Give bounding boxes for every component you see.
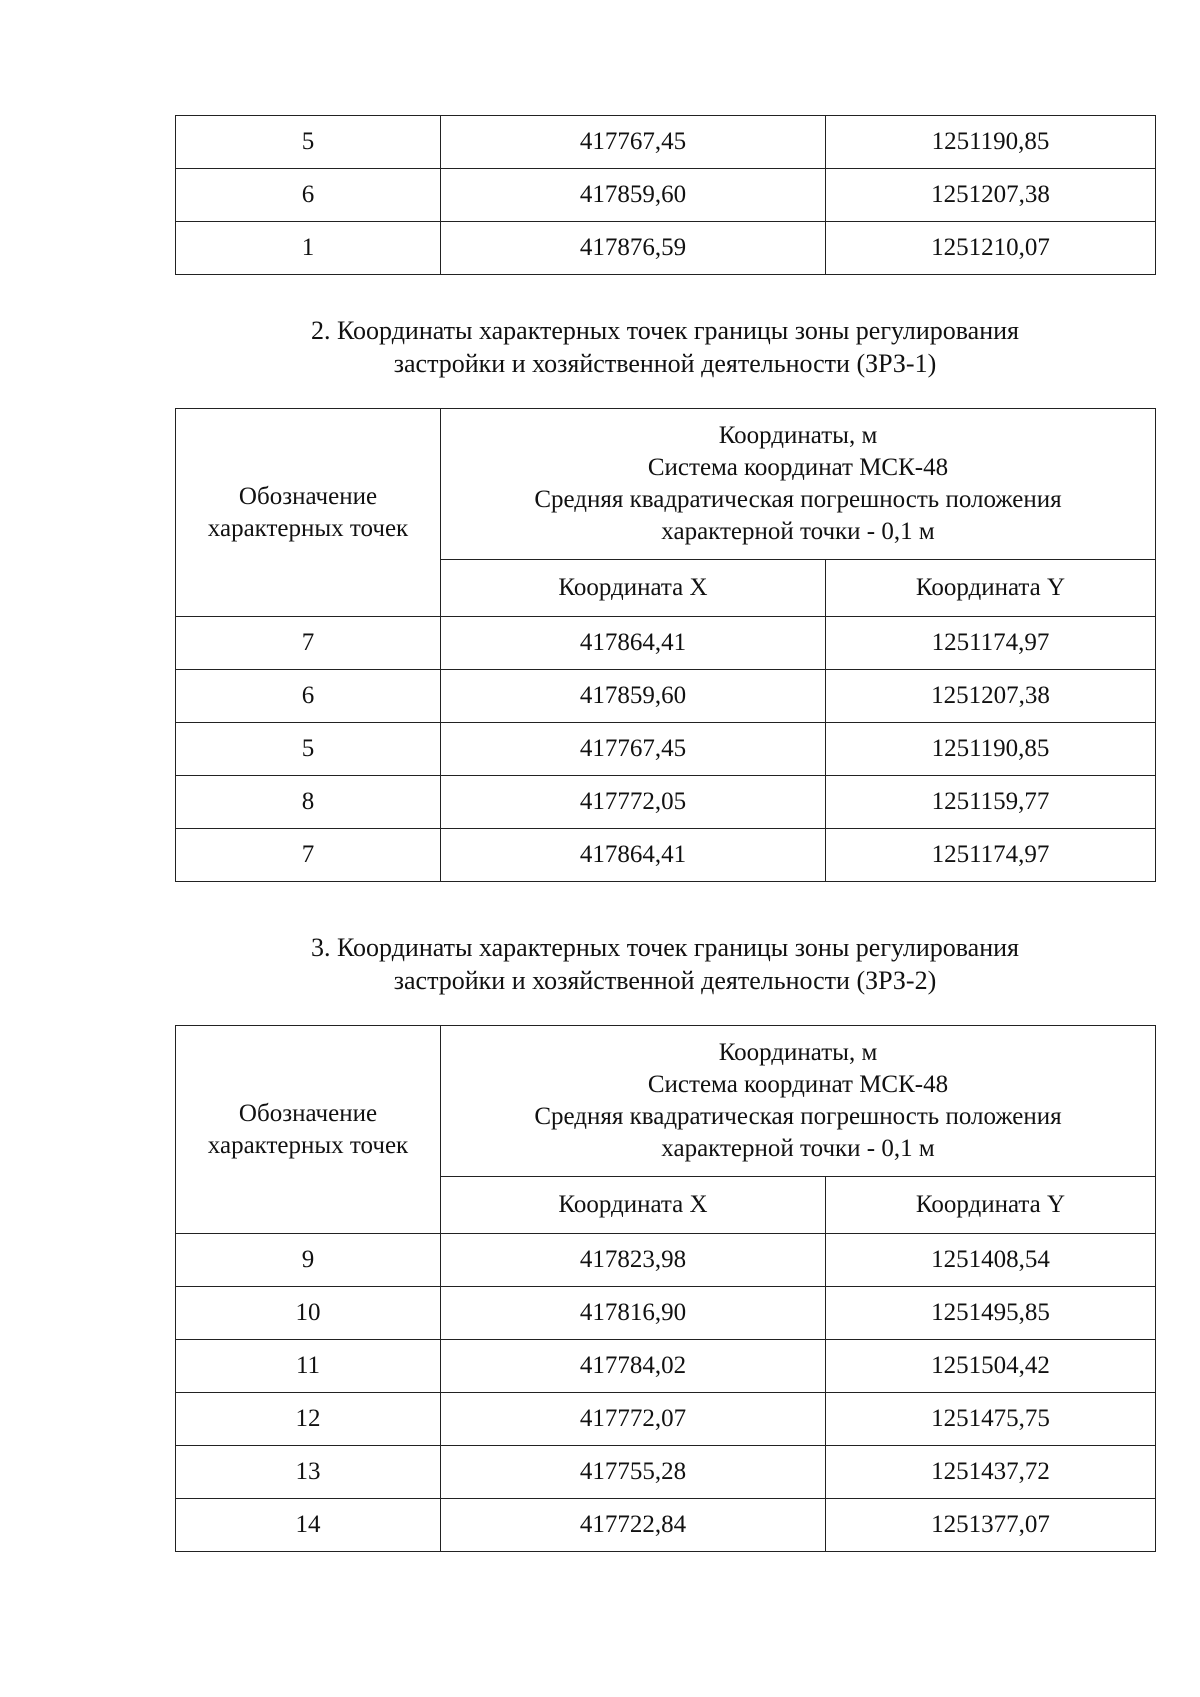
coordinate-y-cell: 1251174,97 bbox=[826, 617, 1156, 670]
table3-body bbox=[176, 1234, 1156, 1552]
point-cell: 6 bbox=[176, 670, 441, 723]
header-coordinates-line: характерной точки - 0,1 м bbox=[661, 518, 935, 545]
coordinate-x-cell: 417772,07 bbox=[441, 1393, 826, 1446]
section-2-title-line2: застройки и хозяйственной деятельности (ЗРЗ-1) bbox=[393, 349, 937, 378]
coordinate-y-cell: 1251174,97 bbox=[826, 829, 1156, 882]
section-2-title bbox=[175, 314, 1155, 380]
point-cell: 5 bbox=[176, 116, 441, 169]
point-cell: 12 bbox=[176, 1393, 441, 1446]
coordinate-y-cell: 1251159,77 bbox=[826, 776, 1156, 829]
header-coordinates-line: Координаты, м bbox=[718, 1039, 878, 1066]
point-cell: 7 bbox=[176, 829, 441, 882]
header-coordinates bbox=[441, 409, 1156, 560]
point-cell: 7 bbox=[176, 617, 441, 670]
table-row bbox=[176, 776, 1156, 829]
header-coordinates bbox=[441, 1026, 1156, 1177]
header-coordinates-line: Система координат МСК-48 bbox=[647, 454, 949, 481]
coordinate-y-cell: 1251475,75 bbox=[826, 1393, 1156, 1446]
header-coordinates-line: Координаты, м bbox=[718, 422, 878, 449]
coordinates-table-zrz1 bbox=[175, 408, 1156, 882]
coordinate-x-cell: 417722,84 bbox=[441, 1499, 826, 1552]
table2-body bbox=[176, 617, 1156, 882]
table-row bbox=[176, 829, 1156, 882]
coordinate-y-cell: 1251504,42 bbox=[826, 1340, 1156, 1393]
section-3-title-line2: застройки и хозяйственной деятельности (ЗРЗ-2) bbox=[393, 966, 937, 995]
point-cell: 10 bbox=[176, 1287, 441, 1340]
header-coordinate-x: Координата X bbox=[441, 1177, 826, 1234]
header-point-designation: Обозначение характерных точек bbox=[176, 409, 441, 617]
table-row bbox=[176, 670, 1156, 723]
header-coordinates-line: характерной точки - 0,1 м bbox=[661, 1135, 935, 1162]
coordinate-y-cell: 1251495,85 bbox=[826, 1287, 1156, 1340]
table-row bbox=[176, 1499, 1156, 1552]
coordinate-y-cell: 1251377,07 bbox=[826, 1499, 1156, 1552]
section-2-title-line1: 2. Координаты характерных точек границы зоны регулирования bbox=[311, 316, 1019, 345]
point-cell: 13 bbox=[176, 1446, 441, 1499]
coordinate-x-cell: 417767,45 bbox=[441, 116, 826, 169]
coordinates-table-continued bbox=[175, 115, 1156, 275]
table-row bbox=[176, 1340, 1156, 1393]
table1-body bbox=[176, 116, 1156, 275]
coordinate-x-cell: 417859,60 bbox=[441, 670, 826, 723]
header-coordinates-line: Система координат МСК-48 bbox=[647, 1071, 949, 1098]
coordinate-x-cell: 417823,98 bbox=[441, 1234, 826, 1287]
header-coordinate-x: Координата X bbox=[441, 560, 826, 617]
table-row bbox=[176, 169, 1156, 222]
coordinate-x-cell: 417864,41 bbox=[441, 617, 826, 670]
coordinate-x-cell: 417816,90 bbox=[441, 1287, 826, 1340]
table-row bbox=[176, 1393, 1156, 1446]
table-row bbox=[176, 222, 1156, 275]
point-cell: 11 bbox=[176, 1340, 441, 1393]
coordinate-y-cell: 1251190,85 bbox=[826, 723, 1156, 776]
coordinate-y-cell: 1251207,38 bbox=[826, 670, 1156, 723]
table-row bbox=[176, 723, 1156, 776]
header-coordinates-line: Средняя квадратическая погрешность положения bbox=[534, 1103, 1062, 1130]
section-3-title bbox=[175, 931, 1155, 997]
coordinate-y-cell: 1251207,38 bbox=[826, 169, 1156, 222]
coordinate-y-cell: 1251190,85 bbox=[826, 116, 1156, 169]
header-coordinate-y: Координата Y bbox=[826, 560, 1156, 617]
point-cell: 1 bbox=[176, 222, 441, 275]
point-cell: 5 bbox=[176, 723, 441, 776]
header-coordinate-y: Координата Y bbox=[826, 1177, 1156, 1234]
point-cell: 9 bbox=[176, 1234, 441, 1287]
point-cell: 6 bbox=[176, 169, 441, 222]
header-point-designation: Обозначение характерных точек bbox=[176, 1026, 441, 1234]
coordinates-table-zrz2 bbox=[175, 1025, 1156, 1552]
table-row bbox=[176, 116, 1156, 169]
coordinate-x-cell: 417767,45 bbox=[441, 723, 826, 776]
table-row bbox=[176, 1287, 1156, 1340]
table-row bbox=[176, 1446, 1156, 1499]
point-cell: 8 bbox=[176, 776, 441, 829]
coordinate-x-cell: 417876,59 bbox=[441, 222, 826, 275]
coordinate-x-cell: 417864,41 bbox=[441, 829, 826, 882]
coordinate-x-cell: 417859,60 bbox=[441, 169, 826, 222]
table-row bbox=[176, 617, 1156, 670]
header-coordinates-line: Средняя квадратическая погрешность положения bbox=[534, 486, 1062, 513]
coordinate-y-cell: 1251437,72 bbox=[826, 1446, 1156, 1499]
coordinate-x-cell: 417784,02 bbox=[441, 1340, 826, 1393]
coordinate-x-cell: 417755,28 bbox=[441, 1446, 826, 1499]
coordinate-x-cell: 417772,05 bbox=[441, 776, 826, 829]
point-cell: 14 bbox=[176, 1499, 441, 1552]
coordinate-y-cell: 1251210,07 bbox=[826, 222, 1156, 275]
table-row bbox=[176, 1234, 1156, 1287]
coordinate-y-cell: 1251408,54 bbox=[826, 1234, 1156, 1287]
section-3-title-line1: 3. Координаты характерных точек границы зоны регулирования bbox=[311, 933, 1019, 962]
